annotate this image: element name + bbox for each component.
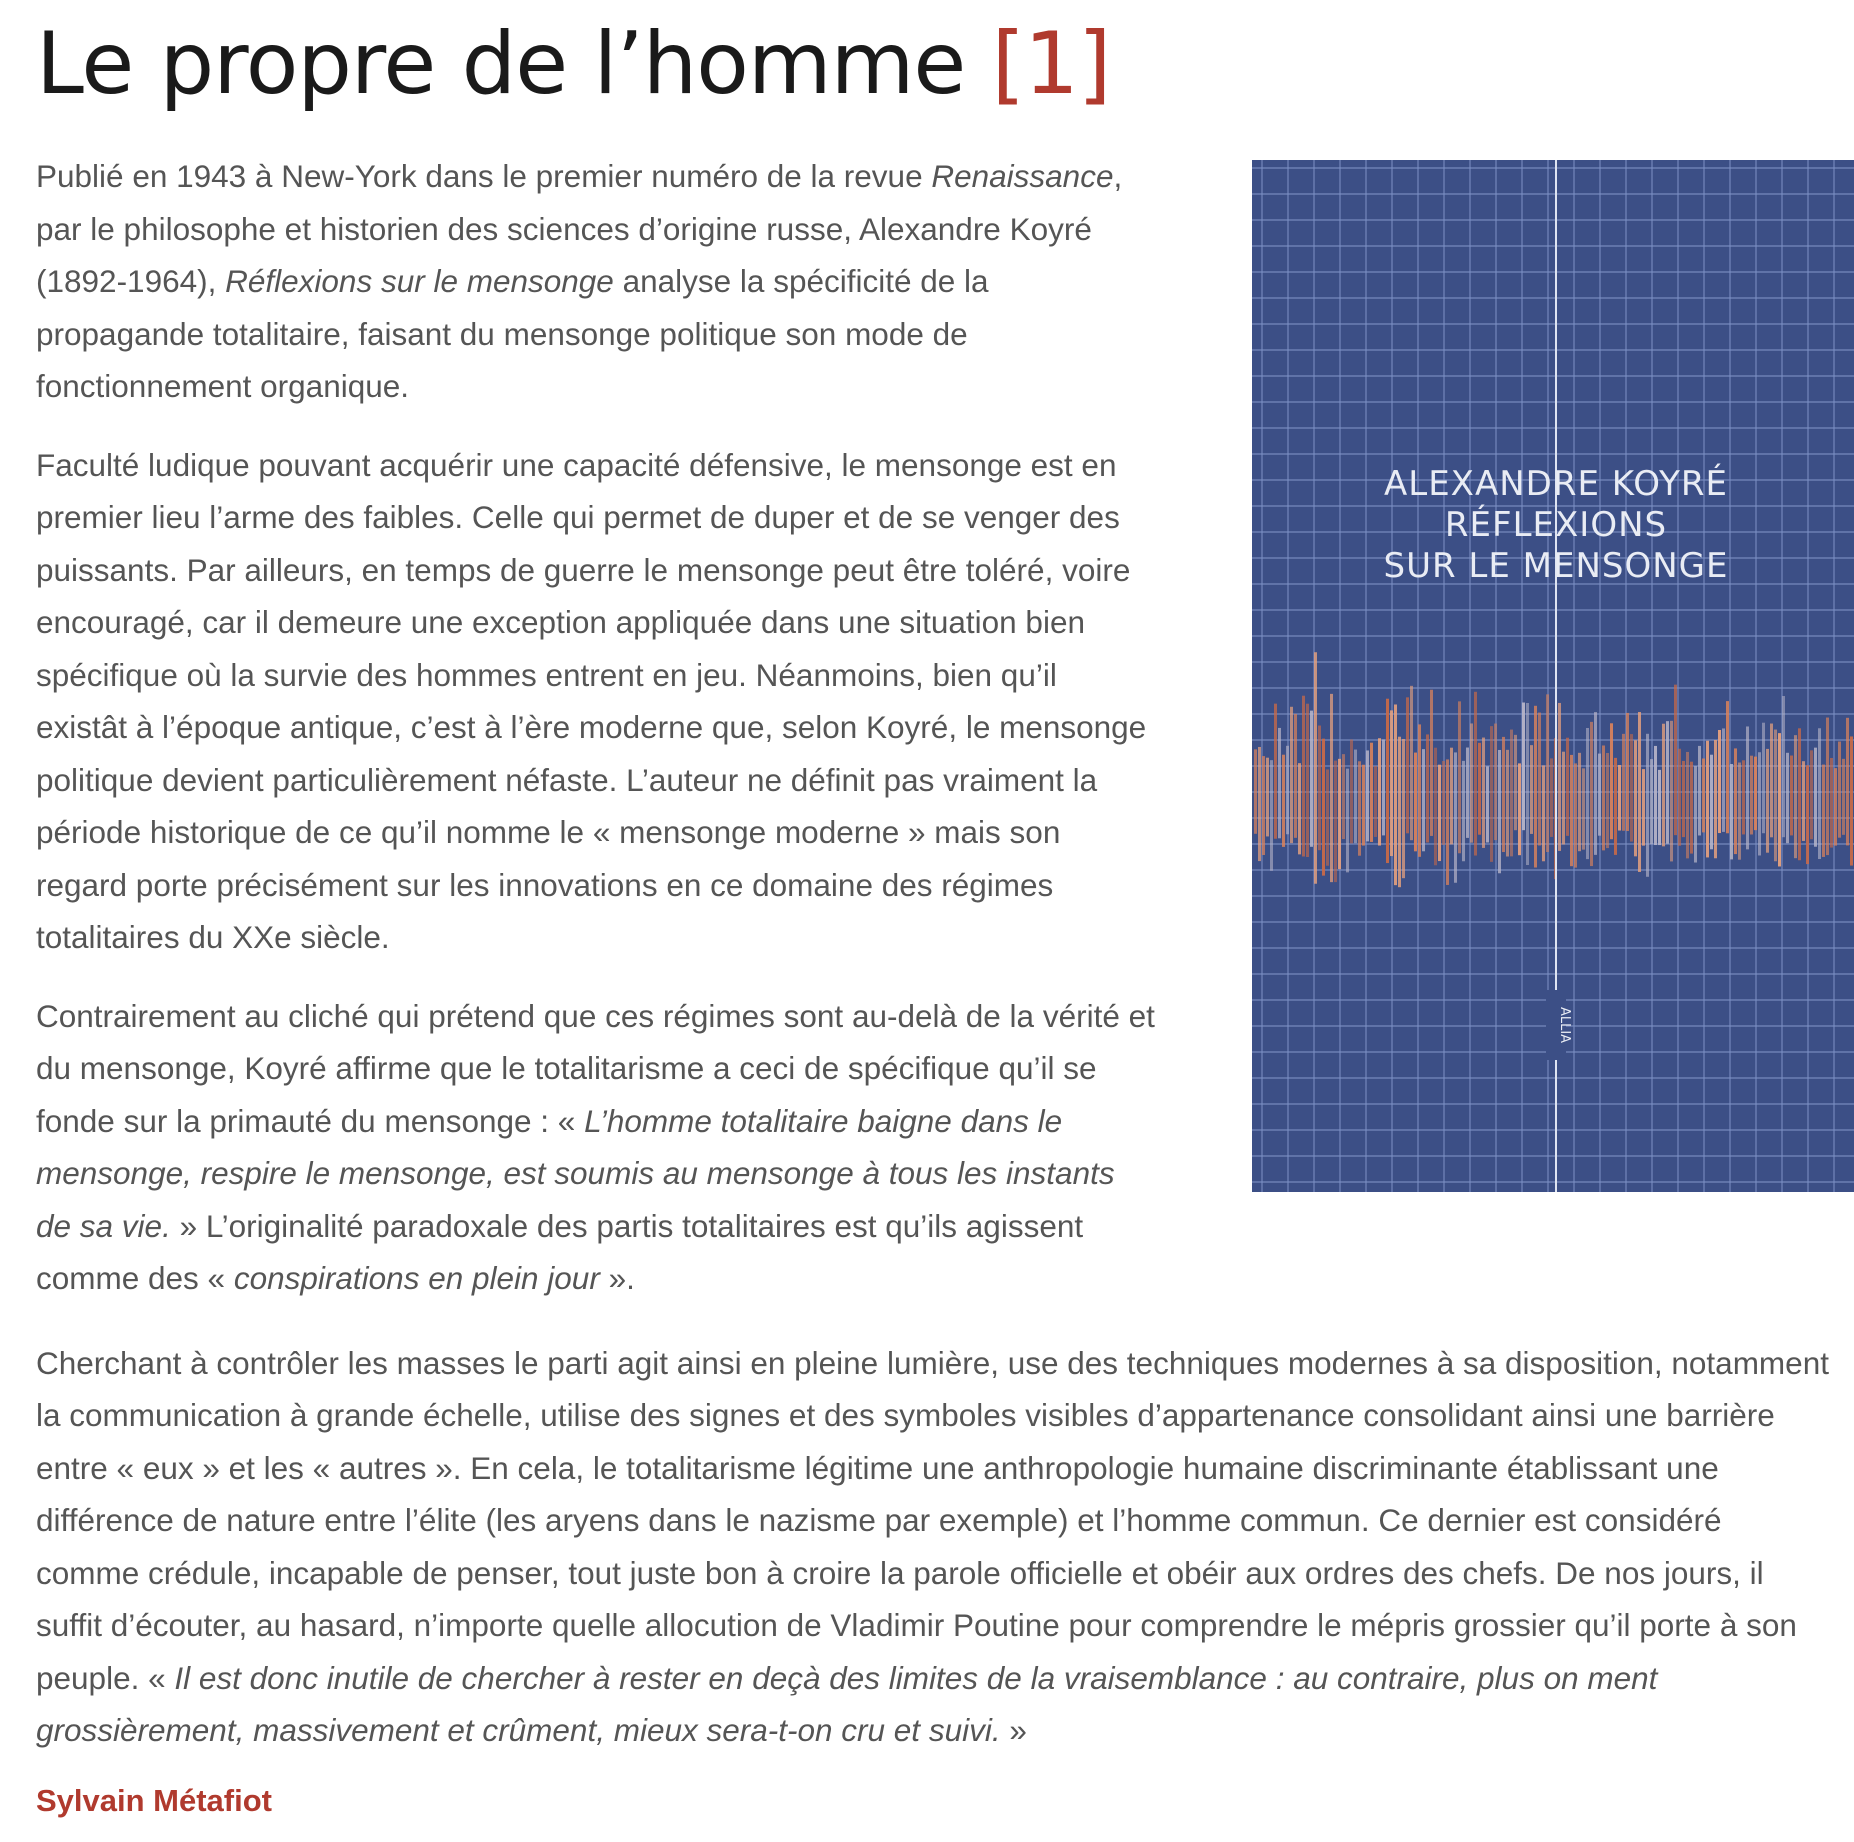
waveform-bar: [1682, 761, 1685, 837]
waveform-bar: [1438, 765, 1441, 861]
waveform-bar: [1306, 704, 1309, 857]
waveform-bar: [1346, 769, 1349, 873]
waveform-bar: [1290, 707, 1293, 843]
waveform-bar: [1686, 752, 1689, 858]
waveform-bar: [1342, 754, 1345, 839]
waveform-bar: [1330, 694, 1333, 882]
waveform-bar: [1738, 763, 1741, 860]
waveform-bar: [1406, 697, 1409, 833]
waveform-bar: [1450, 748, 1453, 845]
waveform-bar: [1606, 753, 1609, 848]
waveform-bar: [1558, 703, 1561, 851]
waveform-bar: [1678, 749, 1681, 846]
waveform-bar: [1506, 750, 1509, 857]
waveform-bar: [1694, 766, 1697, 862]
waveform-bar: [1386, 699, 1389, 863]
waveform-bar: [1638, 712, 1641, 872]
waveform-bar: [1422, 749, 1425, 851]
waveform-bar: [1758, 752, 1761, 855]
waveform-bar: [1402, 739, 1405, 878]
waveform-bar: [1730, 764, 1733, 859]
waveform-bar: [1754, 757, 1757, 831]
waveform-bar: [1418, 724, 1421, 856]
waveform-bar: [1578, 753, 1581, 851]
text-run: analyse la spécificité de la propagande totalitaire, faisant du mensonge politique son mode de fonctionnement organique.: [36, 263, 989, 404]
waveform-bar: [1262, 756, 1265, 855]
text-run: » L’originalité paradoxale des partis totalitaires est qu’ils agissent comme des «: [36, 1207, 1084, 1296]
waveform-bar: [1430, 690, 1433, 836]
waveform-bar: [1830, 758, 1833, 848]
waveform-bar: [1662, 724, 1665, 847]
waveform-bar: [1358, 761, 1361, 855]
italic-text: Il est donc inutile de chercher à rester en deçà des limites de la vraisemblance : au contraire, plus on ment grossièrement, massivement et crûment, mieux sera-t-on cru et suivi.: [36, 1659, 1658, 1748]
text-run: Contrairement au cliché qui prétend que ces régimes sont au-delà de la vérité et du mensonge, Koyré affirme que le totalitarisme a ceci de spécifique qu’il se fonde sur la primauté du mensonge : «: [36, 997, 1155, 1139]
waveform-bar: [1670, 721, 1673, 862]
footnote-reference-link[interactable]: [1]: [991, 14, 1111, 114]
waveform-bar: [1798, 728, 1801, 860]
waveform-bar: [1842, 759, 1845, 835]
text-run: ».: [599, 1260, 635, 1296]
waveform-bar: [1654, 746, 1657, 845]
waveform-bar: [1426, 734, 1429, 842]
waveform-bar: [1282, 755, 1285, 847]
waveform-bar: [1414, 753, 1417, 852]
book-cover-image: [1252, 160, 1854, 1192]
waveform-bar: [1294, 714, 1297, 838]
waveform-bar: [1398, 737, 1401, 887]
waveform-bar: [1698, 746, 1701, 836]
waveform-bar: [1574, 763, 1577, 867]
waveform-bar: [1470, 723, 1473, 842]
waveform-bar: [1582, 768, 1585, 849]
waveform-bar: [1258, 747, 1261, 861]
text-run: »: [1000, 1712, 1027, 1748]
waveform-bar: [1338, 759, 1341, 869]
waveform-bar: [1322, 739, 1325, 876]
waveform-bar: [1822, 765, 1825, 857]
article-paragraph-4: [36, 1337, 1832, 1757]
waveform-bar: [1534, 706, 1537, 868]
waveform-bar: [1778, 733, 1781, 866]
waveform-bar: [1782, 696, 1785, 837]
waveform-bar: [1566, 738, 1569, 836]
waveform-bar: [1378, 738, 1381, 845]
waveform-bar: [1526, 703, 1529, 865]
waveform-bar: [1454, 752, 1457, 882]
waveform-bar: [1646, 734, 1649, 877]
text-run: Cherchant à contrôler les masses le parti agit ainsi en pleine lumière, use des techniques modernes à sa disposition, notamment la communication à grande échelle, utilise des signes et des symboles visibles d’appartenance consolidant ainsi une barrière entre « eux » et les « autres ». En cela, le totalitarisme légitime une anthropologie humaine discriminante établissant une différence de nature entre l’élite (les aryens dans le nazisme par exemple) et l’homme commun. Ce dernier est considéré comme crédule, incapable de penser, tout juste bon à croire la parole officielle et obéir aux ordres des chefs. De nos jours, il suffit d’écouter, au hasard, n’importe quelle allocution de Vladimir Poutine pour comprendre le mépris grossier qu’il porte à son peuple. «: [36, 1344, 1829, 1696]
waveform-bar: [1674, 685, 1677, 835]
waveform-bar: [1726, 701, 1729, 833]
waveform-bar: [1814, 748, 1817, 847]
waveform-bar: [1434, 748, 1437, 866]
cover-title-line-2: SUR LE MENSONGE: [1383, 546, 1729, 586]
waveform-bar: [1826, 718, 1829, 856]
waveform-bar: [1530, 745, 1533, 834]
waveform-bar: [1586, 728, 1589, 859]
waveform-bar: [1650, 759, 1653, 844]
waveform-bar: [1486, 766, 1489, 842]
article-title: [36, 14, 1832, 114]
waveform-bar: [1274, 704, 1277, 839]
waveform-bar: [1626, 713, 1629, 831]
waveform-bar: [1254, 749, 1257, 833]
text-run: Publié en 1943 à New-York dans le premier numéro de la revue: [36, 158, 932, 194]
waveform-bar: [1362, 765, 1365, 846]
waveform-bar: [1522, 703, 1525, 831]
waveform-bar: [1570, 755, 1573, 866]
waveform-bar: [1442, 761, 1445, 845]
waveform-bar: [1478, 743, 1481, 835]
waveform-bar: [1410, 686, 1413, 840]
cover-title-line-1: RÉFLEXIONS: [1444, 505, 1668, 545]
italic-text: L’homme totalitaire baigne dans le mensonge, respire le mensonge, est soumis au mensonge à tous les instants de sa vie.: [36, 1102, 1115, 1244]
waveform-bar: [1690, 762, 1693, 854]
waveform-bar: [1790, 756, 1793, 836]
waveform-bar: [1498, 750, 1501, 873]
waveform-bar: [1366, 750, 1369, 841]
waveform-bar: [1466, 748, 1469, 838]
waveform-bar: [1658, 770, 1661, 845]
waveform-bar: [1770, 724, 1773, 838]
waveform-bar: [1490, 726, 1493, 862]
waveform-bar: [1742, 760, 1745, 834]
waveform-bar: [1278, 728, 1281, 838]
waveform-bar: [1370, 743, 1373, 842]
waveform-bar: [1618, 765, 1621, 831]
waveform-bar: [1474, 692, 1477, 856]
waveform-bar: [1630, 734, 1633, 842]
italic-text: Réflexions sur le mensonge: [225, 263, 614, 299]
cover-publisher-logo: ALLIA: [1557, 1006, 1572, 1044]
text-run: Faculté ludique pouvant acquérir une capacité défensive, le mensonge est en premier lieu l’arme des faibles. Celle qui permet de duper et de se venger des puissants. Par ailleurs, en temps de guerre le mensonge peut être toléré, voire encouragé, car il demeure une exception appliquée dans une situation bien spécifique où la survie des hommes entrent en jeu. Néanmoins, bien qu’il existât à l’époque antique, c’est à l’ère moderne que, selon Koyré, le mensonge politique devient particulièrement néfaste. L’auteur ne définit pas vraiment la période historique de ce qu’il nomme le « mensonge moderne » mais son regard porte précisément sur les innovations en ce domaine des régimes totalitaires du XXe siècle.: [36, 446, 1147, 955]
waveform-bar: [1326, 769, 1329, 865]
waveform-bar: [1634, 740, 1637, 856]
waveform-bar: [1394, 704, 1397, 885]
waveform-bar: [1802, 761, 1805, 841]
waveform-bar: [1598, 754, 1601, 836]
waveform-bar: [1270, 760, 1273, 871]
waveform-bar: [1382, 739, 1385, 835]
waveform-bar: [1766, 749, 1769, 853]
article-author[interactable]: Sylvain Métafiot: [36, 1782, 272, 1818]
waveform-bar: [1590, 722, 1593, 866]
waveform-bar: [1310, 711, 1313, 847]
waveform-bar: [1610, 723, 1613, 839]
article-paragraph-2: [36, 439, 1156, 964]
waveform-bar: [1850, 736, 1853, 865]
waveform-bar: [1318, 726, 1321, 851]
waveform-bar: [1622, 734, 1625, 831]
waveform-bar: [1374, 766, 1377, 837]
waveform-bar: [1762, 723, 1765, 834]
waveform-bar: [1302, 696, 1305, 857]
waveform-bar: [1314, 652, 1317, 884]
waveform-bar: [1642, 769, 1645, 846]
waveform-bar: [1546, 694, 1549, 852]
italic-text: conspirations en plein jour: [233, 1260, 600, 1296]
waveform-bar: [1846, 718, 1849, 846]
waveform-bar: [1462, 761, 1465, 861]
waveform-bar: [1542, 765, 1545, 861]
waveform-bar: [1734, 748, 1737, 854]
waveform-bar: [1838, 742, 1841, 838]
waveform-bar: [1714, 740, 1717, 858]
waveform-bar: [1502, 737, 1505, 852]
waveform-bar: [1482, 738, 1485, 848]
waveform-bar: [1266, 758, 1269, 837]
waveform-bar: [1810, 750, 1813, 839]
waveform-bar: [1794, 735, 1797, 858]
italic-text: Renaissance: [931, 158, 1114, 194]
waveform-bar: [1458, 701, 1461, 853]
waveform-bar: [1562, 752, 1565, 845]
waveform-bar: [1834, 768, 1837, 846]
waveform-bar: [1818, 728, 1821, 859]
waveform-bar: [1702, 759, 1705, 833]
waveform-bar: [1538, 713, 1541, 846]
text-run: , par le philosophe et historien des sciences d’origine russe, Alexandre Koyré (1892-1964),: [36, 158, 1123, 299]
waveform-bar: [1746, 726, 1749, 849]
article-title-text: Le propre de l’homme: [36, 14, 966, 114]
waveform-bar: [1446, 759, 1449, 885]
waveform-bar: [1286, 746, 1289, 834]
waveform-bar: [1806, 765, 1809, 864]
waveform-bar: [1594, 712, 1597, 855]
article: [36, 0, 1832, 1819]
waveform-bar: [1710, 755, 1713, 850]
book-cover-illustration: [1252, 160, 1854, 1192]
article-body-column: [36, 150, 1156, 1305]
article-paragraph-1: [36, 150, 1156, 413]
waveform-bar: [1706, 741, 1709, 858]
waveform-bar: [1750, 756, 1753, 835]
waveform-bar: [1510, 730, 1513, 857]
waveform-bar: [1514, 735, 1517, 830]
waveform-bar: [1666, 721, 1669, 844]
waveform-bar: [1614, 758, 1617, 855]
waveform-bar: [1334, 761, 1337, 882]
waveform-bar: [1390, 710, 1393, 856]
waveform-bar: [1774, 730, 1777, 862]
waveform-bar: [1718, 730, 1721, 833]
waveform-bar: [1786, 753, 1789, 843]
waveform-bar: [1602, 745, 1605, 850]
waveform-bar: [1550, 758, 1553, 837]
article-paragraph-3: [36, 990, 1156, 1305]
waveform-bar: [1298, 763, 1301, 854]
waveform-bar: [1350, 740, 1353, 844]
waveform-bar: [1722, 728, 1725, 831]
waveform-bar: [1354, 750, 1357, 844]
cover-author: ALEXANDRE KOYRÉ: [1384, 464, 1728, 504]
waveform-bar: [1518, 763, 1521, 855]
waveform-bar: [1494, 724, 1497, 841]
